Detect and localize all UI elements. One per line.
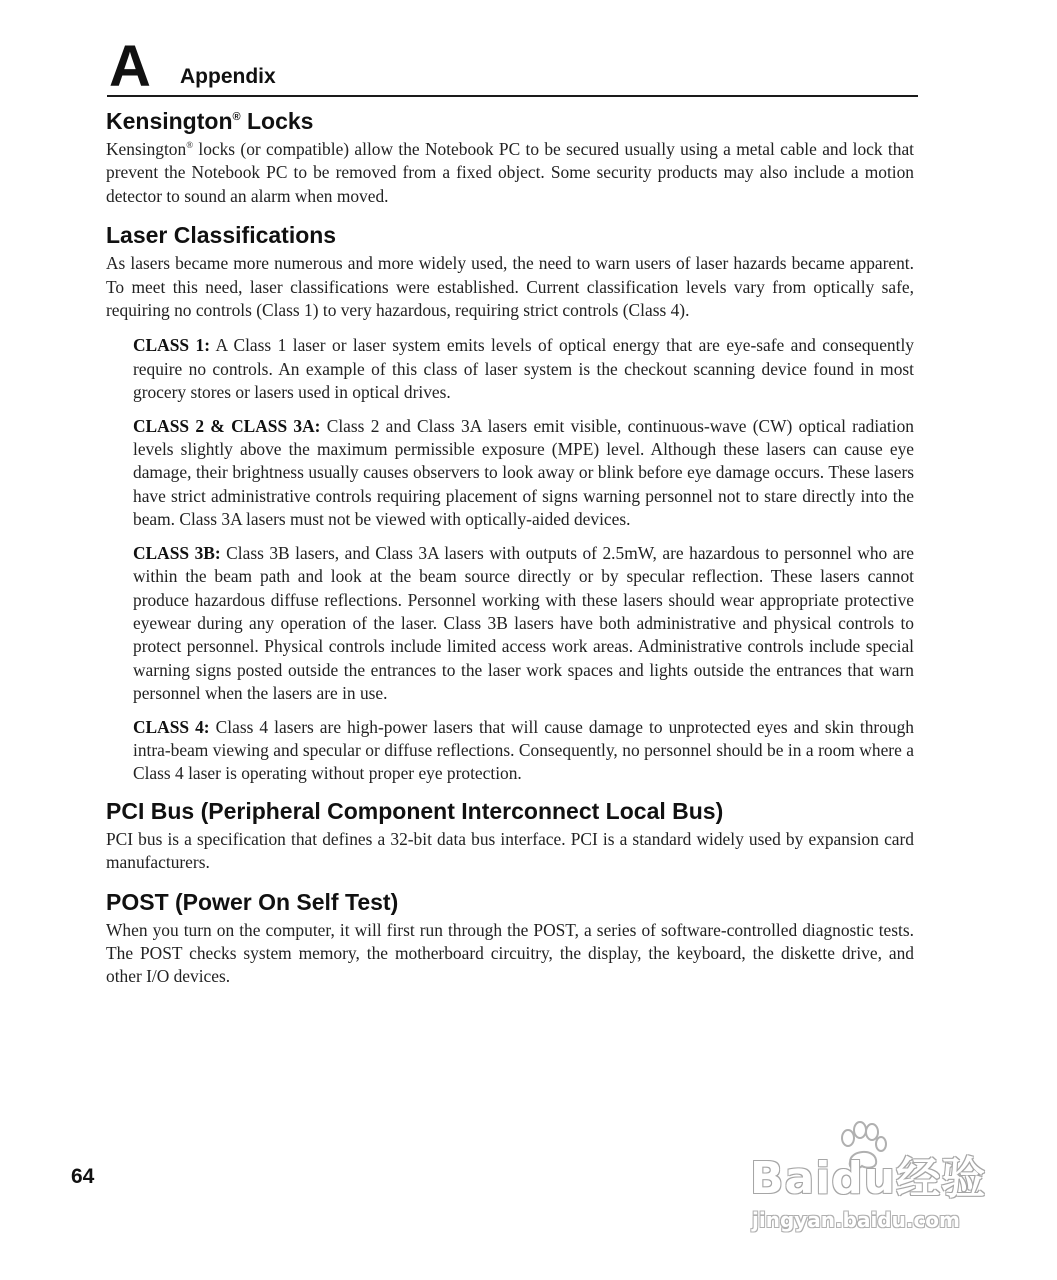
pci-heading: PCI Bus (Peripheral Component Interconnect Local Bus) — [106, 797, 724, 824]
laser-intro: As lasers became more numerous and more widely used, the need to warn users of laser hazards became apparent. To meet this need, laser classifications were established. Current classification levels vary from optically safe, requiring no controls (Class 1) to very hazardous, requiring strict controls (Class 4). — [106, 253, 914, 321]
laser-class-3b: CLASS 3B: Class 3B lasers, and Class 3A lasers with outputs of 2.5mW, are hazardous to personnel who are within the beam path and look at the beam source directly or by specular reflection. These lasers cannot produce hazardous diffuse reflections. Personnel working with these lasers should wear appropriate protective eyewear during any operation of the laser. Class 3B lasers have both administrative and physical controls to protect personnel. Physical controls include limited access work areas. Administrative controls include special warning signs posted outside the entrances to the laser work spaces and lights outside the entrances that warn personnel when the lasers are in use. — [133, 542, 914, 704]
laser-class-4: CLASS 4: Class 4 lasers are high-power lasers that will cause damage to unprotected eyes and skin through intra-beam viewing and specular or diffuse reflections. Consequently, no personnel should be in a room where a Class 4 laser is operating without proper eye protection. — [133, 716, 914, 784]
page-number: 64 — [71, 1165, 95, 1188]
post-heading: POST (Power On Self Test) — [106, 888, 399, 915]
baidu-watermark — [750, 1120, 1000, 1235]
laser-class-2-3a: CLASS 2 & CLASS 3A: Class 2 and Class 3A lasers emit visible, continuous-wave (CW) optical radiation levels slightly above the maximum permissible exposure (MPE) level. Although these lasers can cause eye damage, their brightness usually causes observers to look away or blink before eye damage occurs. These lasers have strict administrative controls requiring placement of signs warning personnel not to stare directly into the beam. Class 3A lasers must not be viewed with optically-aided devices. — [133, 415, 914, 530]
kensington-body: Kensington® locks (or compatible) allow the Notebook PC to be secured usually using a metal cable and lock that prevent the Notebook PC to be removed from a fixed object. Some security products may also include a motion detector to sound an alarm when moved. — [106, 139, 914, 206]
watermark-logo: Baidu经验 — [750, 1153, 987, 1204]
section-pci — [106, 796, 914, 875]
chapter-letter: A — [109, 34, 151, 99]
laser-class-1: CLASS 1: A Class 1 laser or laser system emits levels of optical energy that are eye-safe and consequently require no controls. An example of this class of laser system is the checkout scanning device found in most grocery stores or lasers used in optical drives. — [133, 335, 914, 403]
watermark-url: jingyan.baidu.com — [752, 1208, 960, 1232]
pci-body: PCI bus is a specification that defines a 32-bit data bus interface. PCI is a standard widely used by expansion card manufacturers. — [106, 828, 914, 873]
chapter-title: Appendix — [180, 65, 276, 88]
laser-heading: Laser Classifications — [106, 222, 337, 249]
main-content — [106, 106, 914, 1001]
kensington-heading: Kensington® Locks — [106, 108, 314, 134]
section-laser — [106, 220, 914, 786]
chapter-header — [107, 34, 918, 99]
section-post — [106, 887, 914, 989]
section-kensington — [106, 106, 914, 208]
post-body: When you turn on the computer, it will first run through the POST, a series of software-controlled diagnostic tests. The POST checks system memory, the motherboard circuitry, the display, the keyboard, the diskette drive, and other I/O devices. — [106, 919, 914, 987]
